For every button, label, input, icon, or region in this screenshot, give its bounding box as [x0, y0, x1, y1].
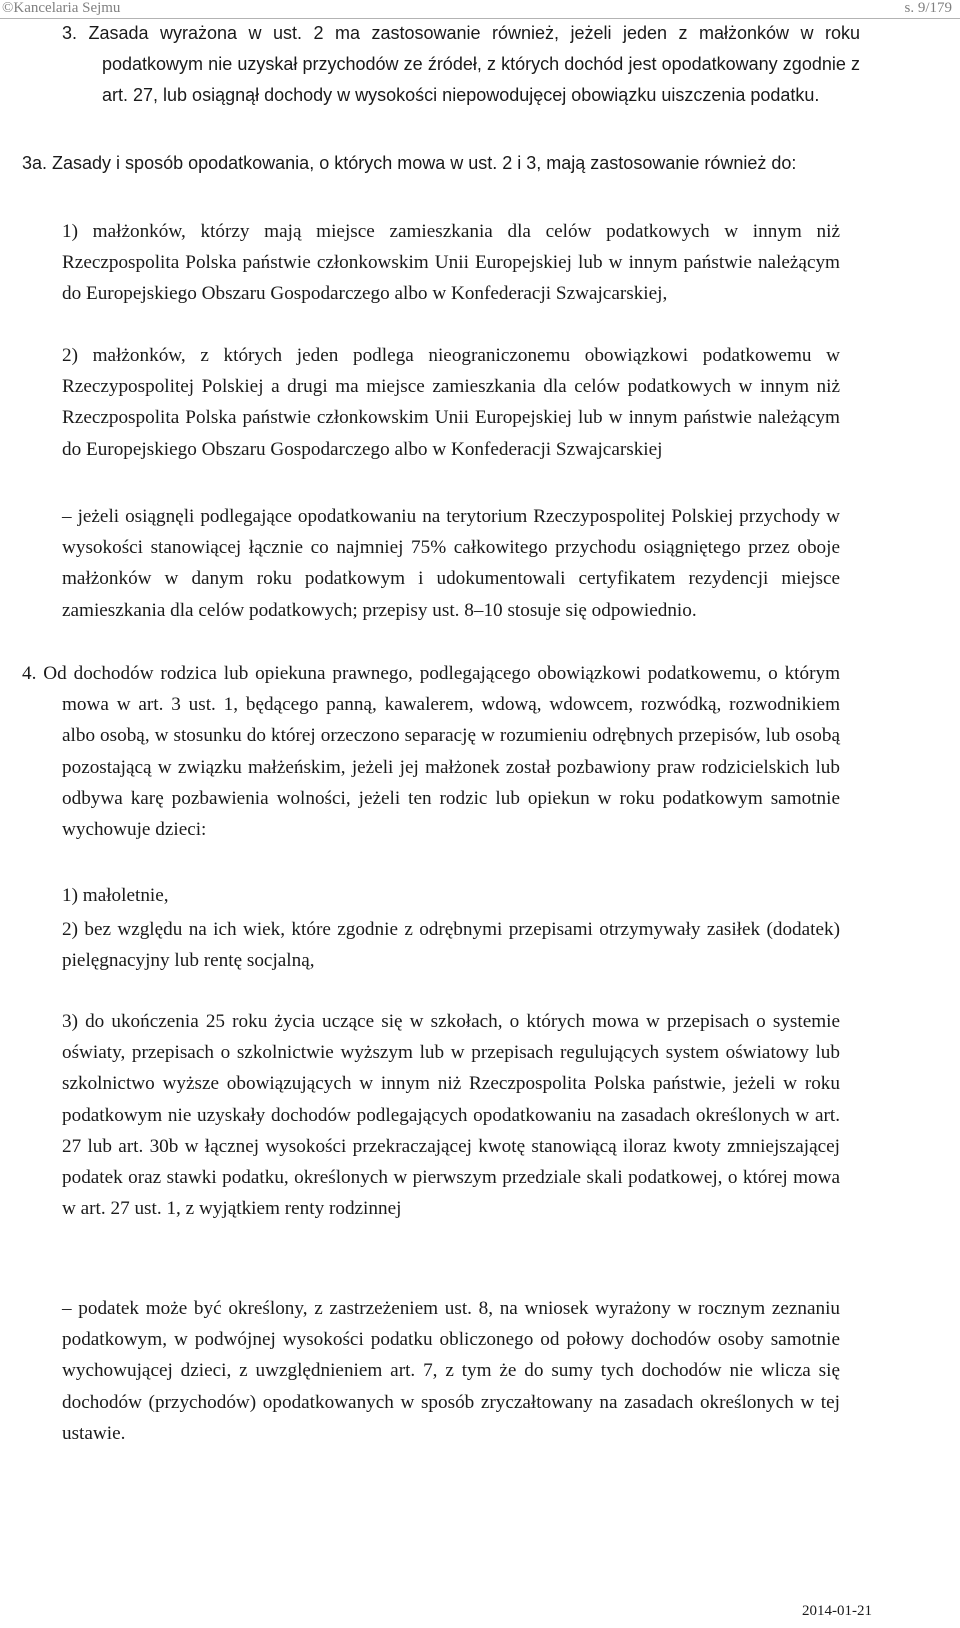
paragraph-4: 4. Od dochodów rodzica lub opiekuna prawnego, podlegającego obowiązkowi podatkowemu, o którym mowa w art. 3 ust. 1, będącego panną, kawalerem, wdową, wdowcem, rozwódką, rozwodnikiem albo osobą, w stosunku do której orzeczono separację w rozumieniu odrębnych przepisów, lub osobą pozostającą w związku małżeńskim, jeżeli jej małżonek został pozbawiony praw rodzicielskich lub odbywa karę pozbawienia wolności, jeżeli ten rodzic lub opiekun w roku podatkowym samotnie wychowuje dzieci:: [22, 663, 840, 841]
paragraph-4-item-1: 1) małoletnie,: [62, 885, 169, 906]
paragraph-4-tail: – podatek może być określony, z zastrzeżeniem ust. 8, na wniosek wyrażony w rocznym zeznaniu podatkowym, w podwójnej wysokości podatku obliczonego od połowy dochodów osoby samotnie wychowującej dzieci, z uwzględnieniem art. 7, z tym że do sumy tych dochodów nie wlicza się dochodów (przychodów) opodatkowanych w sposób zryczałtowany na zasadach określonych w tej ustawie.: [62, 1298, 840, 1444]
footer-date: 2014-01-21: [802, 1603, 872, 1619]
paragraph-4-item-3: 3) do ukończenia 25 roku życia uczące się w szkołach, o których mowa w przepisach o systemie oświaty, przepisach o szkolnictwie wyższym lub w przepisach regulujących system oświatowy lub szkolnictwo wyższe obowiązujących w innym niż Rzeczpospolita Polska państwie, jeżeli w roku podatkowym nie uzyskały dochodów podlegających opodatkowaniu na zasadach określonych w art. 27 lub art. 30b w łącznej wysokości przekraczającej kwotę stanowiącą iloraz kwoty zmniejszającej podatek oraz stawki podatku, określonych w pierwszym przedziale skali podatkowej, o której mowa w art. 27 ust. 1, z wyjątkiem renty rodzinnej: [62, 1011, 840, 1220]
paragraph-3a-item-1: 1) małżonków, którzy mają miejsce zamieszkania dla celów podatkowych w innym niż Rzeczpospolita Polska państwie członkowskim Unii Europejskiej lub w innym państwie należącym do Europejskiego Obszaru Gospodarczego albo w Konfederacji Szwajcarskiej,: [62, 221, 840, 305]
paragraph-3a: 3a. Zasady i sposób opodatkowania, o których mowa w ust. 2 i 3, mają zastosowanie również do:: [22, 153, 797, 173]
header-page-number: s. 9/179: [904, 0, 952, 16]
paragraph-3a-tail: – jeżeli osiągnęli podlegające opodatkowaniu na terytorium Rzeczypospolitej Polskiej przychody w wysokości stanowiącej łącznie co najmniej 75% całkowitego przychodu osiągniętego przez oboje małżonków w danym roku podatkowym i udokumentowali certyfikatem rezydencji miejsce zamieszkania dla celów podatkowych; przepisy ust. 8–10 stosuje się odpowiednio.: [62, 506, 840, 621]
paragraph-4-item-2: 2) bez względu na ich wiek, które zgodnie z odrębnymi przepisami otrzymywały zasiłek (dodatek) pielęgnacyjny lub rentę socjalną,: [62, 919, 840, 972]
paragraph-3: 3. Zasada wyrażona w ust. 2 ma zastosowanie również, jeżeli jeden z małżonków w roku podatkowym nie uzyskał przychodów ze źródeł, z których dochód jest opodatkowany zgodnie z art. 27, lub osiągnął dochody w wysokości niepowodujęcej obowiązku uiszczenia podatku.: [62, 23, 860, 106]
header-copyright: ©Kancelaria Sejmu: [2, 0, 121, 16]
page-header: [0, 0, 960, 20]
paragraph-3a-item-2: 2) małżonków, z których jeden podlega nieograniczonemu obowiązkowi podatkowemu w Rzeczypospolitej Polskiej a drugi ma miejsce zamieszkania dla celów podatkowych w innym niż Rzeczpospolita Polska państwie członkowskim Unii Europejskiej lub w innym państwie należącym do Europejskiego Obszaru Gospodarczego albo w Konfederacji Szwajcarskiej: [62, 345, 840, 460]
